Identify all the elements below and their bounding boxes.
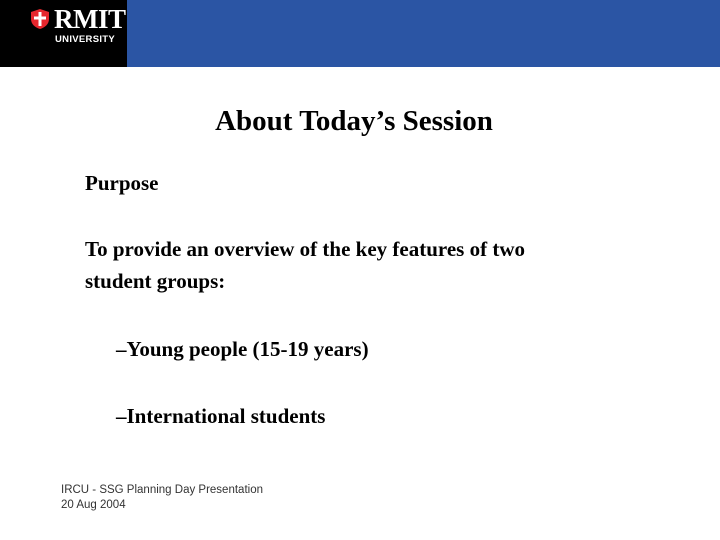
footer-date: 20 Aug 2004 [61,499,126,511]
purpose-line-2: student groups: [85,269,226,293]
footer-presentation-name: IRCU - SSG Planning Day Presentation [61,484,263,496]
purpose-heading: Purpose [85,171,159,195]
shield-icon [29,8,51,30]
rmit-logo [0,0,127,67]
slide-title: About Today’s Session [215,105,493,137]
logo-wordmark: RMIT [54,4,126,34]
bullet-young-people: –Young people (15-19 years) [116,337,369,361]
bullet-international-students: –International students [116,404,326,428]
purpose-line-1: To provide an overview of the key features of two [85,237,525,261]
logo-subtitle: UNIVERSITY [55,34,116,45]
